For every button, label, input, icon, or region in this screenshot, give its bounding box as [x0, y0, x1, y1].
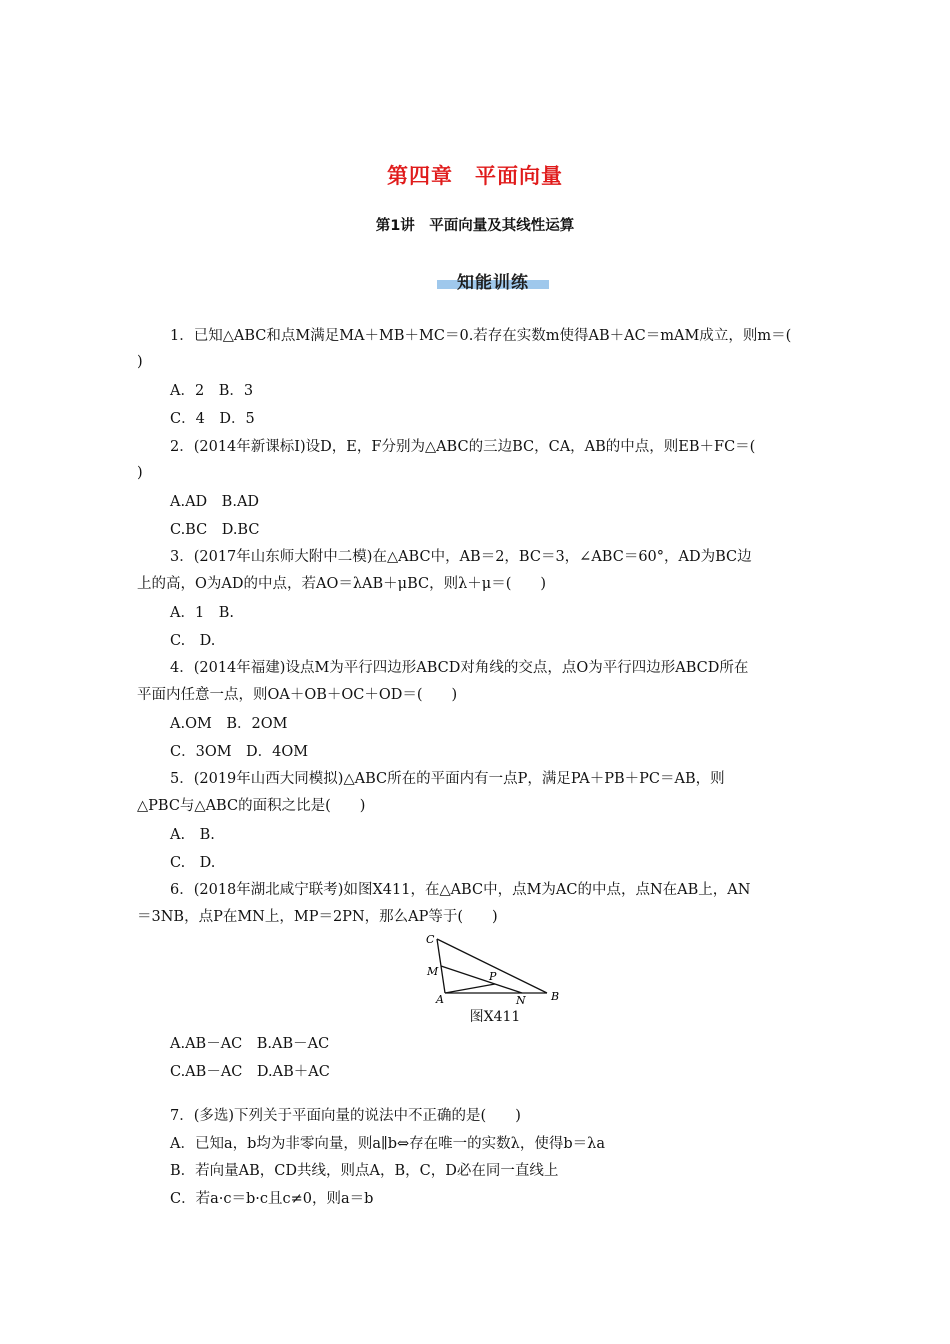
q4-option-cd: C．3OM D．4OM — [170, 744, 309, 760]
q5-option-ab: A. B. — [170, 827, 215, 843]
q6-line2: ＝3NB，点P在MN上，MP＝2PN，那么AP等于( ) — [137, 909, 498, 925]
q6-line1: 6．(2018年湖北咸宁联考)如图X411，在△ABC中，点M为AC的中点，点N在AB上，AN — [170, 882, 751, 898]
q3-option-cd: C. D. — [170, 633, 216, 649]
q2-option-cd: C.BC D.BC — [170, 522, 260, 538]
point-a-label: A — [436, 993, 444, 1006]
q1-option-ab: A．2 B．3 — [170, 383, 254, 399]
section-title: 知能训练 — [457, 273, 529, 293]
q5-line1: 5．(2019年山西大同模拟)△ABC所在的平面内有一点P，满足PA＋PB＋PC＝AB，则 — [170, 771, 725, 787]
q7-option-a: A．已知a，b均为非零向量，则a∥b⇔存在唯一的实数λ，使得b＝λa — [170, 1136, 605, 1152]
point-b-label: B — [551, 990, 560, 1003]
q4-option-ab: A.OM B．2OM — [170, 716, 288, 732]
segment-ap — [445, 984, 495, 993]
q3-line2: 上的高，O为AD的中点，若AO＝λAB＋μBC，则λ＋μ＝( ) — [137, 576, 547, 592]
q1-line2: ) — [137, 354, 143, 370]
q7-option-b: B．若向量AB，CD共线，则点A，B，C，D必在同一直线上 — [170, 1163, 559, 1179]
q1-line1: 1．已知△ABC和点M满足MA＋MB＋MC＝0.若存在实数m使得AB＋AC＝mAM成立，则m＝( — [170, 328, 792, 344]
q5-option-cd: C. D. — [170, 855, 216, 871]
q6-option-ab: A.AB－AC B.AB－AC — [170, 1036, 330, 1052]
triangle-figure — [420, 933, 570, 1028]
q7-option-c: C．若a·c＝b·c且c≠0，则a＝b — [170, 1191, 374, 1207]
point-n-label: N — [516, 994, 526, 1007]
q3-option-ab: A．1 B. — [170, 605, 234, 621]
q5-line2: △PBC与△ABC的面积之比是( ) — [137, 798, 366, 814]
section-banner — [437, 268, 549, 293]
figure-caption: 图X411 — [469, 1009, 521, 1025]
q4-line1: 4．(2014年福建)设点M为平行四边形ABCD对角线的交点，点O为平行四边形ABCD所在 — [170, 660, 749, 676]
point-m-label: M — [427, 965, 439, 978]
q2-line2: ) — [137, 465, 143, 481]
q3-line1: 3．(2017年山东师大附中二模)在△ABC中，AB＝2，BC＝3，∠ABC＝60°，AD为BC边 — [170, 549, 752, 565]
q6-option-cd: C.AB－AC D.AB＋AC — [170, 1064, 330, 1080]
q4-line2: 平面内任意一点，则OA＋OB＋OC＋OD＝( ) — [137, 687, 458, 703]
q7-line1: 7．(多选)下列关于平面向量的说法中不正确的是( ) — [170, 1108, 521, 1124]
point-p-label: P — [489, 970, 497, 983]
q2-option-ab: A.AD B.AD — [170, 494, 260, 510]
point-c-label: C — [426, 933, 435, 946]
q2-line1: 2．(2014年新课标Ⅰ)设D，E，F分别为△ABC的三边BC，CA，AB的中点，则EB＋FC＝( — [170, 439, 756, 455]
segment-mn — [441, 966, 522, 993]
chapter-title: 第四章 平面向量 — [387, 164, 563, 188]
q1-option-cd: C．4 D．5 — [170, 411, 255, 427]
lesson-title: 第1讲 平面向量及其线性运算 — [375, 218, 575, 234]
triangle-diagram — [420, 933, 570, 1008]
